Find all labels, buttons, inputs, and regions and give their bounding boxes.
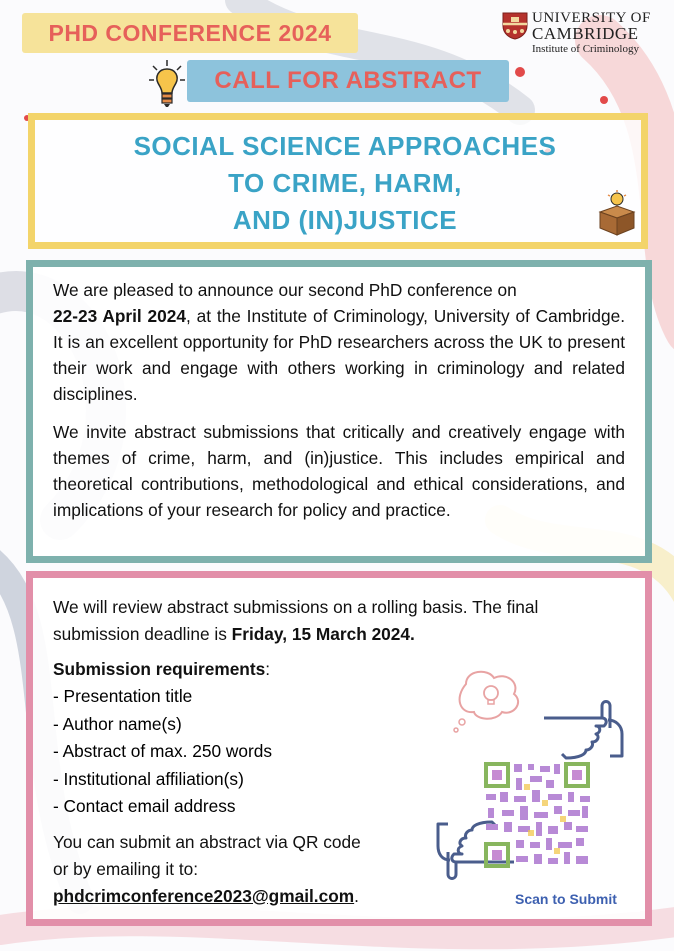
list-item: - Institutional affiliation(s)	[53, 768, 244, 789]
email-period: .	[354, 885, 359, 906]
intro-paragraph-1	[53, 277, 625, 407]
logo-cambridge: CAMBRIDGE	[532, 24, 639, 43]
title-line-2: TO CRIME, HARM,	[228, 168, 462, 198]
title-line-3: AND (IN)JUSTICE	[232, 205, 458, 235]
submit-line-1: You can submit an abstract via QR code	[53, 831, 361, 852]
review-text	[53, 594, 625, 648]
requirements-heading-label: Submission requirements	[53, 659, 266, 679]
call-for-abstract-tag: CALL FOR ABSTRACT	[187, 60, 509, 102]
submit-line-2: or by emailing it to:	[53, 858, 199, 879]
qr-code-graphic[interactable]	[436, 666, 642, 914]
intro-box	[26, 260, 652, 563]
idea-box-icon	[596, 190, 638, 236]
logo-institute: Institute of Criminology	[532, 43, 639, 55]
lightbulb-icon	[148, 58, 186, 110]
scan-to-submit-caption: Scan to Submit	[515, 891, 617, 907]
list-item: - Contact email address	[53, 796, 236, 816]
conference-year-tag: PHD CONFERENCE 2024	[22, 13, 358, 53]
cambridge-shield-icon	[502, 12, 528, 40]
logo-university-of: UNIVERSITY OF	[532, 10, 651, 26]
email-link[interactable]: phdcrimconference2023@gmail.com	[53, 885, 355, 906]
intro-p1-rest: , at the Institute of Criminology, University of Cambridge. It is an excellent opportunity for PhD researchers across the UK to present their work and engage with others working in criminology and related disciplines.	[53, 306, 626, 404]
list-item: - Abstract of max. 250 words	[53, 741, 272, 761]
list-item: - Presentation title	[53, 686, 193, 706]
intro-p1-start: We are pleased to announce our second PhD conference on	[53, 280, 517, 300]
requirements-heading-colon: :	[265, 659, 271, 679]
title-line-1: SOCIAL SCIENCE APPROACHES	[133, 131, 557, 161]
deadline: Friday, 15 March 2024.	[231, 624, 415, 644]
cambridge-logo	[500, 10, 670, 60]
conference-title	[35, 128, 655, 239]
list-item: - Author name(s)	[53, 713, 182, 734]
conference-dates: 22-23 April 2024	[53, 306, 186, 326]
title-box	[28, 113, 648, 249]
intro-paragraph-2: We invite abstract submissions that critically and creatively engage with themes of crime, harm, and (in)justice. This includes empirical and theoretical contributions, methodological and ethical considerations, and implications of your research for policy and practice.	[53, 422, 625, 520]
review-sentence: We will review abstract submissions on a rolling basis. The final submission deadline is	[53, 597, 539, 644]
